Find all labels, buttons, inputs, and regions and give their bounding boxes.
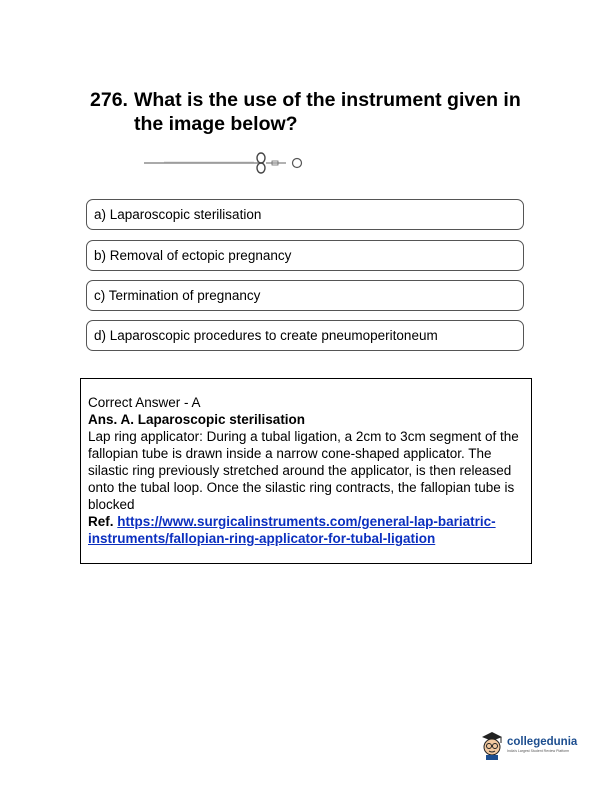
collegedunia-mascot-icon xyxy=(480,730,504,760)
option-a[interactable]: a) Laparoscopic sterilisation xyxy=(86,199,524,230)
ring-applicator-instrument-icon xyxy=(144,150,314,176)
collegedunia-logo xyxy=(480,730,577,760)
option-b[interactable]: b) Removal of ectopic pregnancy xyxy=(86,240,524,271)
reference-link[interactable]: https://www.surgicalinstruments.com/general-lap-bariatric-instruments/fallopian-ring-applicator-for-tubal-ligation xyxy=(88,514,496,546)
answer-explanation: Lap ring applicator: During a tubal ligation, a 2cm to 3cm segment of the fallopian tube is drawn inside a narrow cone-shaped applicator. The silastic ring previously stretched around the applicator, is then released onto the tubal loop. Once the silastic ring contracts, the fallopian tube is blocked xyxy=(88,429,519,512)
question-heading xyxy=(90,88,530,136)
logo-tagline: India's Largest Student Review Platform xyxy=(507,749,570,753)
logo-name: collegedunia xyxy=(507,736,578,748)
reference-label: Ref. xyxy=(88,514,114,529)
option-d[interactable]: d) Laparoscopic procedures to create pneumoperitoneum xyxy=(86,320,524,351)
option-c[interactable]: c) Termination of pregnancy xyxy=(86,280,524,311)
reference-line xyxy=(88,513,525,547)
question-text: What is the use of the instrument given in the image below? xyxy=(133,89,521,135)
answer-box xyxy=(80,378,532,564)
question-number: 276. xyxy=(90,89,128,111)
answer-heading: Ans. A. Laparoscopic sterilisation xyxy=(88,412,306,427)
correct-answer-line: Correct Answer - A xyxy=(88,395,201,410)
